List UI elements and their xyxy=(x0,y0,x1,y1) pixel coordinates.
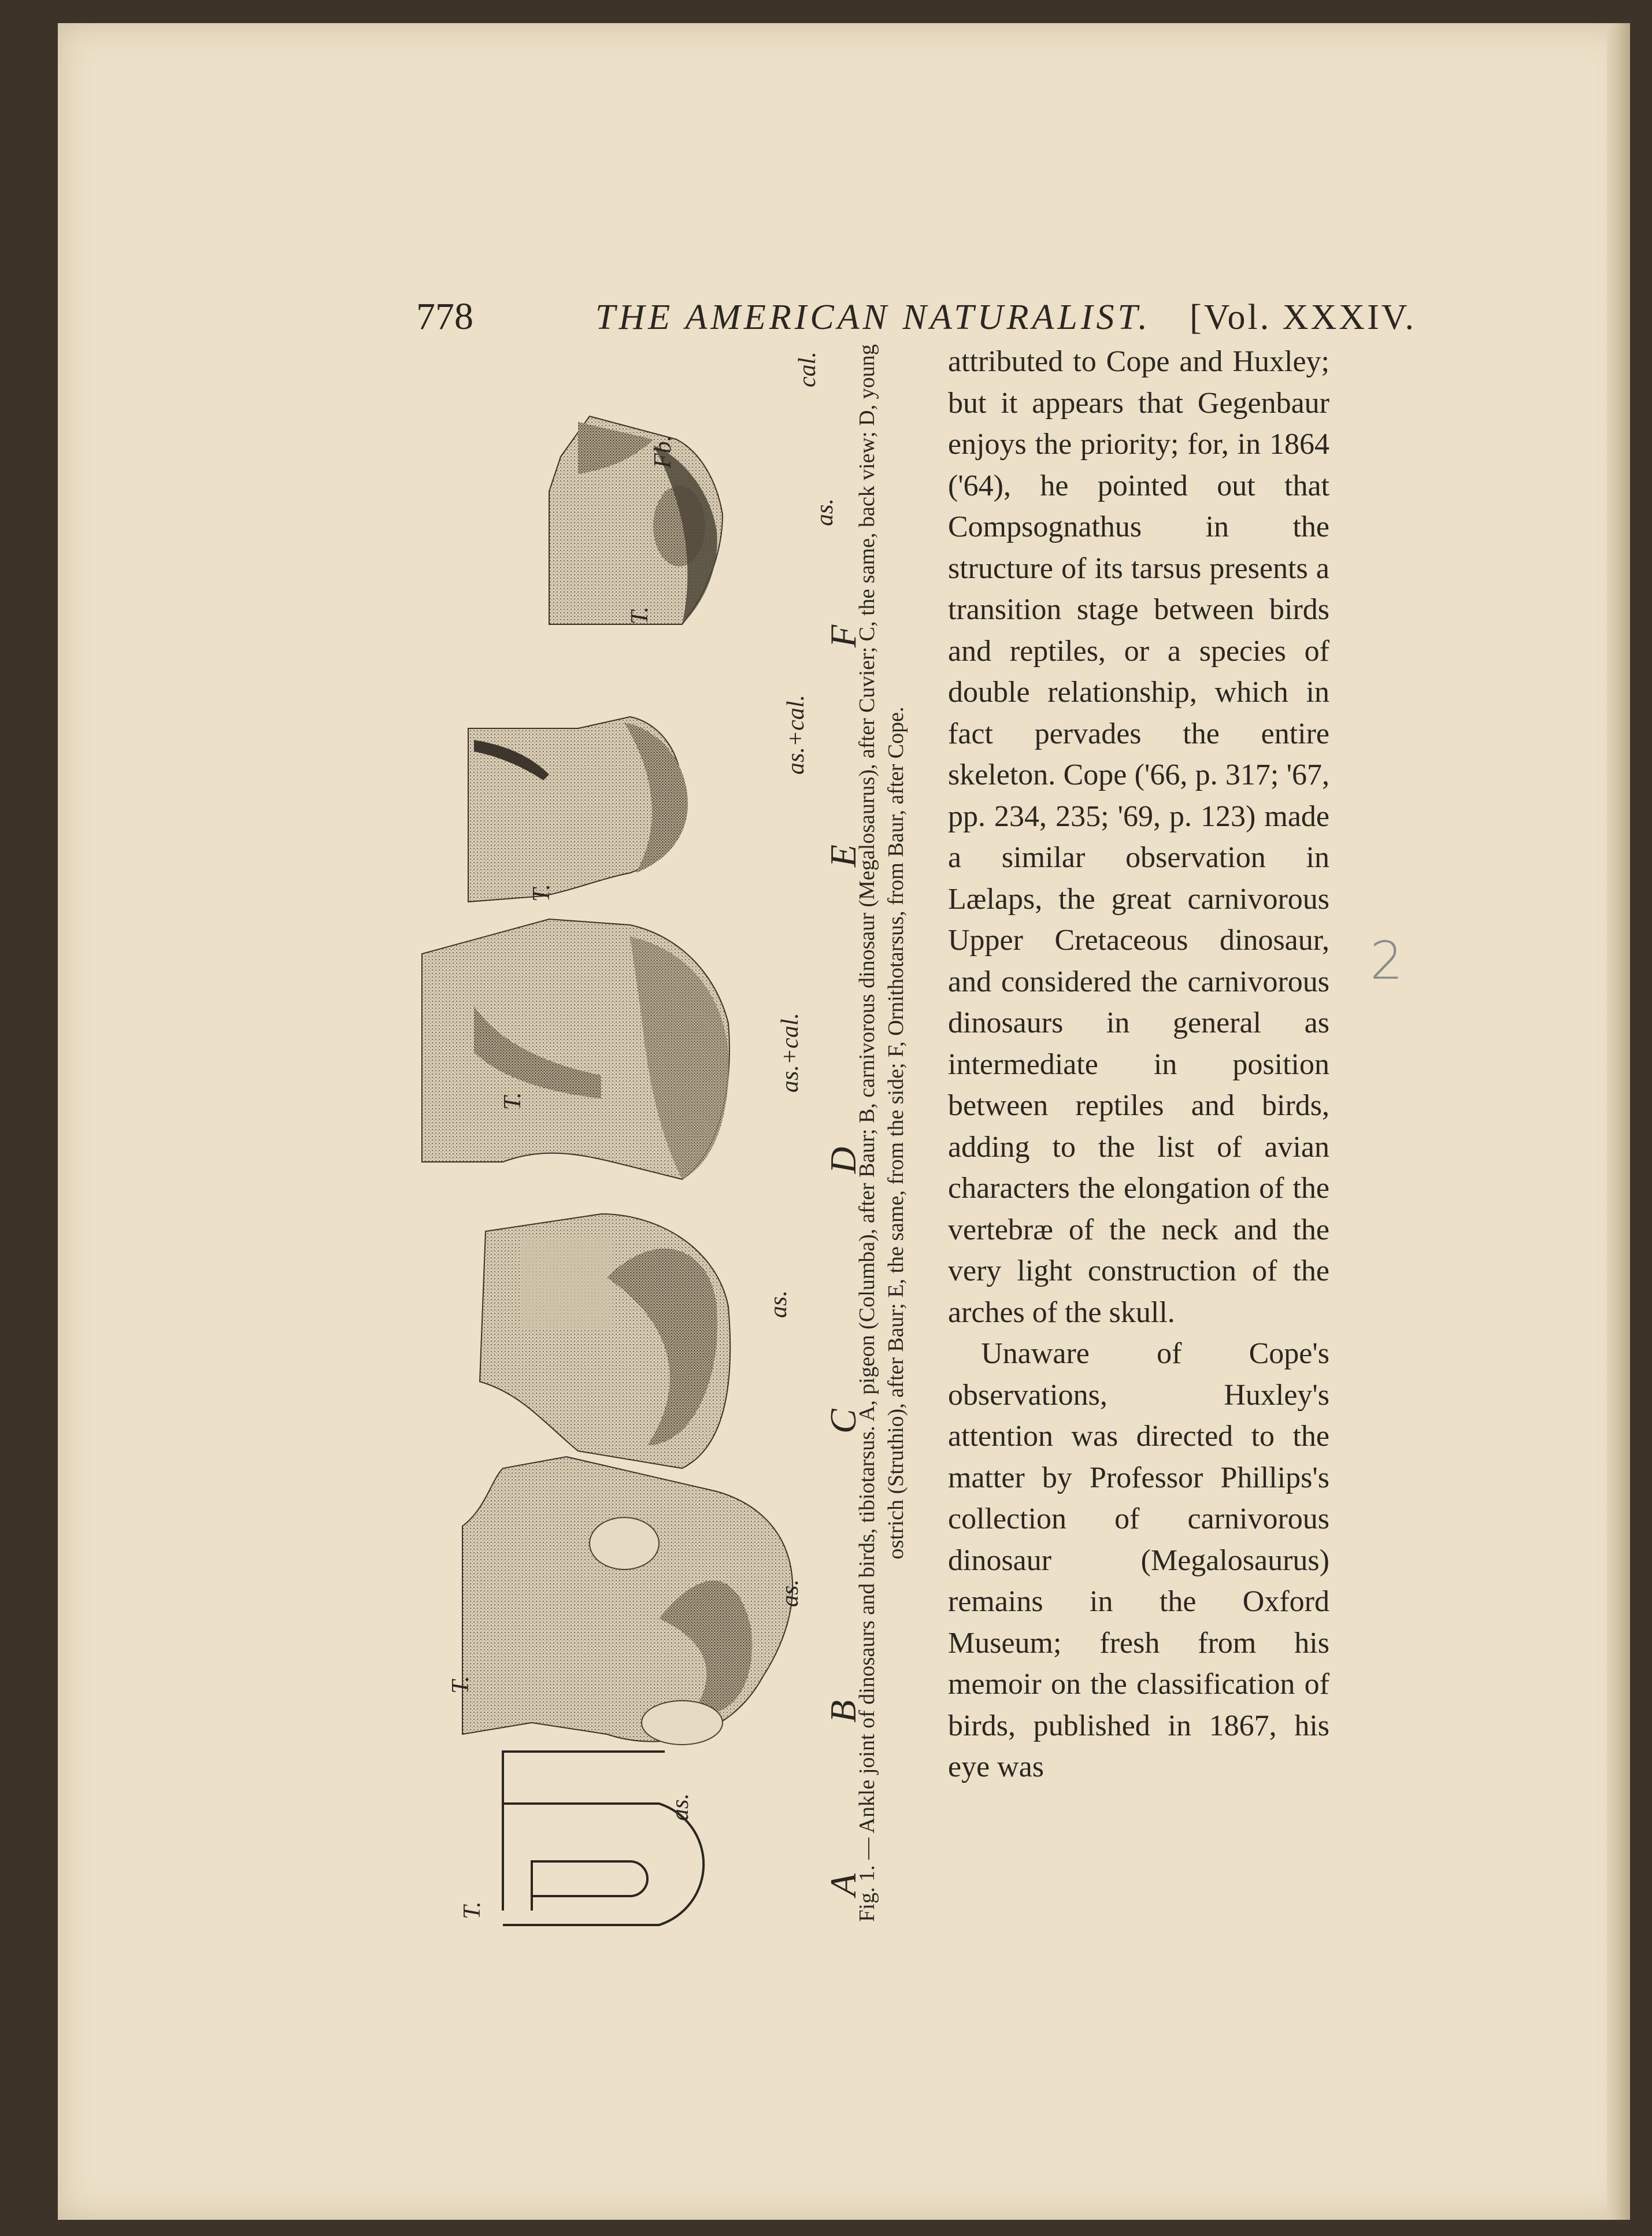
body-paragraph-2: Unaware of Cope's observations, Huxley's attention was directed to the matter by Professor Phillips's collection of carnivorous dinosaur (Megalosaurus) remains in the Oxford Museum; fresh from his memoir on the classification of birds, published in 1867, his eye was xyxy=(948,1337,1329,1783)
panel-c-drawing xyxy=(480,1214,730,1468)
label-b-t: T. xyxy=(447,1676,474,1694)
journal-title: THE AMERICAN NATURALIST. xyxy=(595,298,1151,337)
ankle-figure xyxy=(358,324,913,1937)
panel-letter-c: C xyxy=(823,1409,864,1434)
label-e-t: T. xyxy=(528,884,555,902)
panel-b-drawing xyxy=(462,1457,792,1745)
label-d-t: T. xyxy=(499,1092,526,1110)
label-d-ascal: as.+cal. xyxy=(777,1013,803,1093)
panel-d-drawing xyxy=(422,919,729,1179)
body-text xyxy=(948,341,1329,1788)
label-f-fb: Fb. xyxy=(650,435,676,468)
label-f-t: T. xyxy=(627,606,653,624)
page-spine xyxy=(1607,23,1630,2220)
panel-letter-a: A xyxy=(823,1873,864,1896)
panel-f-drawing xyxy=(549,416,723,624)
panel-letter-f: F xyxy=(823,624,864,647)
figure-caption xyxy=(853,324,916,1942)
panel-letter-e: E xyxy=(823,844,864,867)
page-number: 778 xyxy=(416,295,473,338)
margin-note: 2 xyxy=(1370,931,1403,991)
label-f-as: as. xyxy=(812,498,838,526)
label-f-cal: cal. xyxy=(794,351,821,387)
label-a-as: as. xyxy=(667,1793,694,1821)
body-paragraph-1: attributed to Cope and Huxley; but it appears that Gegenbaur enjoys the priority; for, in 1864 ('64), he pointed out that Compsognathus in the structure of its tarsus presents a transition stage between birds and reptiles, or a species of double relationship, which in fact pervades the entire skeleton. Cope ('66, p. 317; '67, pp. 234, 235; '69, p. 123) made a similar observation in Lælaps, the great carnivorous Upper Cretaceous dinosaur, and considered the carnivorous dinosaurs in general as intermediate in position between reptiles and birds, adding to the list of avian characters the elongation of the vertebræ of the neck and the very light construction of the arches of the skull. xyxy=(948,345,1329,1329)
label-c-as: as. xyxy=(765,1290,792,1318)
panel-letter-d: D xyxy=(823,1146,864,1173)
panel-letter-b: B xyxy=(823,1700,864,1723)
label-a-t: T. xyxy=(459,1901,486,1919)
volume-label: [Vol. XXXIV. xyxy=(1190,298,1416,337)
panel-a-drawing xyxy=(503,1752,703,1925)
ankle-figure-drawings xyxy=(358,324,913,1937)
figure-caption-text: Fig. 1. — Ankle joint of dinosaurs and birds, tibiotarsus. A, pigeon (Columba), after Baur; B, carnivorous dinosaur (Megalosaurus), after Cuvier; C, the same, back view; D, young ostrich (Struthio), after Baur; E, the same, from the side; F, Ornithotarsus, from Baur, after Cope. xyxy=(855,344,908,1922)
label-e-ascal: as.+cal. xyxy=(783,695,809,775)
panel-e-drawing xyxy=(468,717,688,902)
label-b-as: as. xyxy=(777,1579,803,1607)
